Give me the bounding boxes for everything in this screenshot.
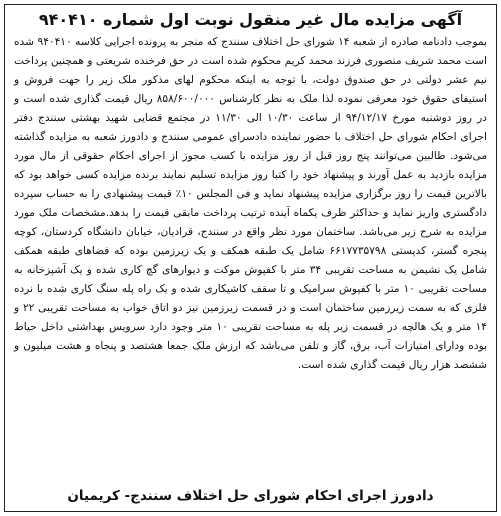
auction-notice [4, 4, 497, 512]
notice-title: آگهی مزایده مال غیر منقول نوبت اول شماره ۹۴۰۴۱۰ [38, 10, 463, 29]
notice-body: بموجب دادنامه صادره از شعبه ۱۴ شورای حل اختلاف سنندج که منجر به پرونده اجرایی کلاسه ۹۴۰۴۱۰ شده است محمد شریف منصوری فرزند محمد کریم محکوم شده است در حق فرخنده شریعتی و همچنین پرداخت نیم عشر دولتی در حق صندوق دولت، با توجه به اینکه محکوم لهای مذکور ملک زیر را جهت فروش و استیفای حقوق خود معرفی نموده لذا ملک به نظر کارشناس ۸۵۸/۶۰۰/۰۰۰ ریال قیمت گذاری شده است و در روز دوشنبه مورخ ۹۴/۱۲/۱۷ از ساعت ۱۰/۳۰ الی ۱۱/۳۰ در مجتمع قضایی شهید بهشتی سنندج دفتر اجرای احکام شورای حل اختلاف با حضور نماینده دادسرای عمومی سنندج و دادورز شعبه به مزایده گذاشته می‌شود. طالبین می‌توانند پنج روز قبل از روز مزایده با کسب مجوز از اجرای احکام حقوقی از مال مورد مزایده بازدید به عمل آورند و پیشنهاد خود را کتبا روز مزایده تسلیم نمایند برنده مزایده کسی خواهد بود که بالاترین قیمت را روز برگزاری مزایده پیشنهاد نماید و فی المجلس ۱۰٪ قیمت پیشنهادی را به حساب سپرده دادگستری واریز نماید و حداکثر ظرف یکماه آینده ترتیب پرداخت مابقی قیمت را بدهد.مشخصات ملک مورد مزایده به شرح زیر می‌باشد. ساختمان مورد نظر واقع در سنندج، قرادیان، خیابان دانشگاه کردستان، کوچه پنجره گستر، کدپستی ۶۶۱۷۷۳۵۷۹۸ شامل یک طبقه همکف و یک زیرزمین بوده که فضاهای طبقه همکف شامل یک نشیمن به مساحت تقریبی ۳۴ متر با کفپوش موکت و دیوارهای گچ کاری شده و یک آشپزخانه به مساحت تقریبی ۱۰ متر با کفپوش سرامیک و تا سقف کاشیکاری شده و یک راه پله سنگ کاری شده با نرده فلزی که به سمت زیرزمین ساختمان است و در قسمت زیرزمین نیز دو اتاق خواب به مساحت تقریبی ۲۲ و ۱۴ متر و یک هالچه در قسمت زیر پله به مساحت تقریبی ۱۰ متر وجود دارد سرویس بهداشتی داخل حیاط بوده ودارای امتیازات آب، برق، گاز و تلفن می‌باشد که ارزش ملک جمعا هشتصد و پنجاه و هشت میلیون و ششصد هزار ریال قیمت گذاری شده است. [14, 36, 488, 371]
notice-signature: دادورز اجرای احکام شورای حل اختلاف سنندج- کریمیان [67, 488, 434, 504]
